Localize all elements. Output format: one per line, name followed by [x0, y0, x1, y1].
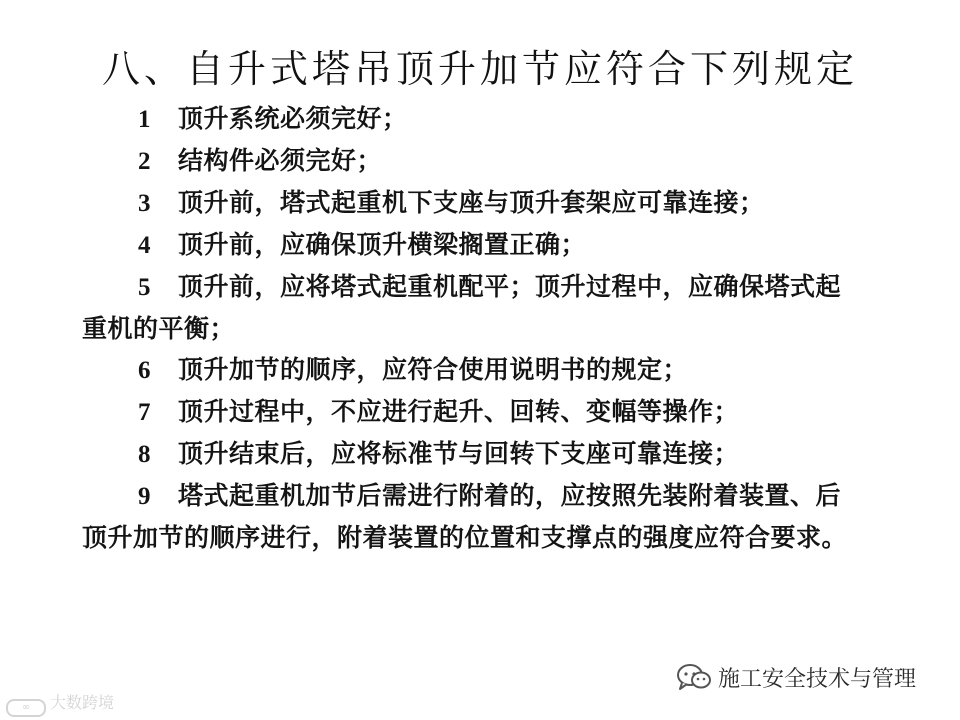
list-item: [82, 140, 862, 182]
item-number: 8: [138, 441, 151, 468]
item-number: 6: [138, 357, 151, 384]
list-item: [82, 98, 862, 140]
watermark-right: [676, 660, 916, 694]
item-number: 5: [138, 274, 151, 301]
list-item: [82, 349, 862, 391]
item-text: 结构件必须完好；: [178, 146, 383, 175]
item-text: 顶升过程中，不应进行起升、回转、变幅等操作；: [178, 397, 740, 426]
brand-logo-icon: ∞: [6, 699, 46, 717]
list-item: [82, 182, 862, 224]
page-title: 八、自升式塔吊顶升加节应符合下列规定: [101, 47, 858, 91]
item-number: 2: [138, 148, 151, 175]
watermark-left: [6, 690, 114, 717]
item-text: 顶升结束后，应将标准节与回转下支座可靠连接；: [178, 439, 740, 468]
item-text: 顶升加节的顺序，应符合使用说明书的规定；: [178, 355, 689, 384]
item-text: 顶升前，塔式起重机下支座与顶升套架应可靠连接；: [178, 188, 765, 217]
regulation-list: [82, 98, 862, 558]
item-text: 顶升系统必须完好；: [178, 104, 408, 133]
item-text: 顶升前，应将塔式起重机配平；顶升过程中，应确保塔式起重机的平衡；: [82, 272, 842, 343]
watermark-left-text: 大数跨境: [50, 693, 115, 712]
item-text: 顶升前，应确保顶升横梁搁置正确；: [178, 230, 587, 259]
list-item: [82, 475, 862, 558]
item-number: 1: [138, 106, 151, 133]
item-number: 4: [138, 232, 151, 259]
item-number: 3: [138, 190, 151, 217]
watermark-right-text: 施工安全技术与管理: [718, 666, 917, 692]
wechat-icon: [676, 663, 712, 691]
list-item: [82, 391, 862, 433]
item-number: 9: [138, 483, 151, 510]
item-text: 塔式起重机加节后需进行附着的，应按照先装附着装置、后顶升加节的顺序进行，附着装置的位置和支撑点的强度应符合要求。: [82, 481, 848, 552]
list-item: [82, 433, 862, 475]
list-item: [82, 266, 862, 349]
list-item: [82, 224, 862, 266]
item-number: 7: [138, 399, 151, 426]
